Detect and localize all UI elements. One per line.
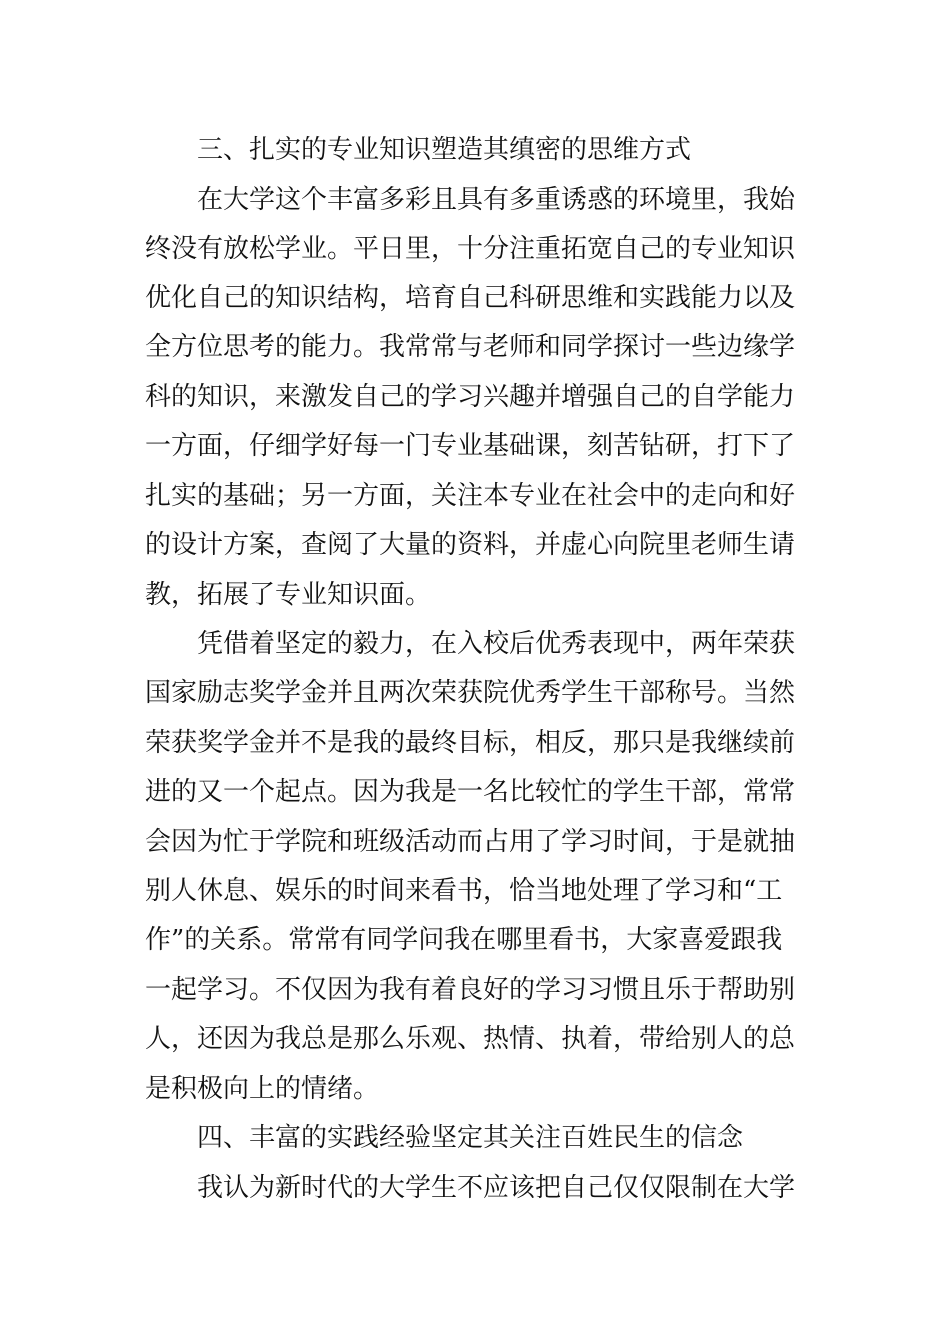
section-heading-4: 四、丰富的实践经验坚定其关注百姓民生的信念 [197, 1123, 744, 1153]
paragraph-line: 在大学这个丰富多彩且具有多重诱惑的环境里，我始 [197, 185, 796, 215]
paragraph-line: 教，拓展了专业知识面。 [145, 580, 432, 610]
paragraph-line: 国家励志奖学金并且两次荣获院优秀学生干部称号。当然 [145, 678, 796, 708]
paragraph-line: 终没有放松学业。平日里，十分注重拓宽自己的专业知识 [145, 234, 796, 264]
paragraph-line: 科的知识，来激发自己的学习兴趣并增强自己的自学能力 [145, 382, 796, 412]
paragraph-line: 凭借着坚定的毅力，在入校后优秀表现中，两年荣获 [197, 629, 796, 659]
paragraph-line: 全方位思考的能力。我常常与老师和同学探讨一些边缘学 [145, 332, 796, 362]
paragraph-line: 我认为新时代的大学生不应该把自己仅仅限制在大学 [197, 1173, 796, 1203]
paragraph-line: 进的又一个起点。因为我是一名比较忙的学生干部，常常 [145, 777, 796, 807]
paragraph-line: 会因为忙于学院和班级活动而占用了学习时间，于是就抽 [145, 827, 796, 857]
section-heading-3: 三、扎实的专业知识塑造其缜密的思维方式 [197, 135, 692, 165]
paragraph-line: 一起学习。不仅因为我有着良好的学习习惯且乐于帮助别 [145, 975, 796, 1005]
paragraph-line: 别人休息、娱乐的时间来看书，恰当地处理了学习和“工 [145, 876, 783, 906]
paragraph-line: 作”的关系。常常有同学问我在哪里看书，大家喜爱跟我 [145, 925, 783, 955]
paragraph-line: 是积极向上的情绪。 [145, 1074, 380, 1104]
paragraph-line: 的设计方案，查阅了大量的资料，并虚心向院里老师生请 [145, 530, 796, 560]
paragraph-line: 荣获奖学金并不是我的最终目标，相反，那只是我继续前 [145, 728, 796, 758]
paragraph-line: 优化自己的知识结构，培育自己科研思维和实践能力以及 [145, 283, 796, 313]
paragraph-line: 一方面，仔细学好每一门专业基础课，刻苦钻研，打下了 [145, 431, 796, 461]
paragraph-line: 扎实的基础；另一方面，关注本专业在社会中的走向和好 [145, 481, 796, 511]
paragraph-line: 人，还因为我总是那么乐观、热情、执着，带给别人的总 [145, 1024, 796, 1054]
